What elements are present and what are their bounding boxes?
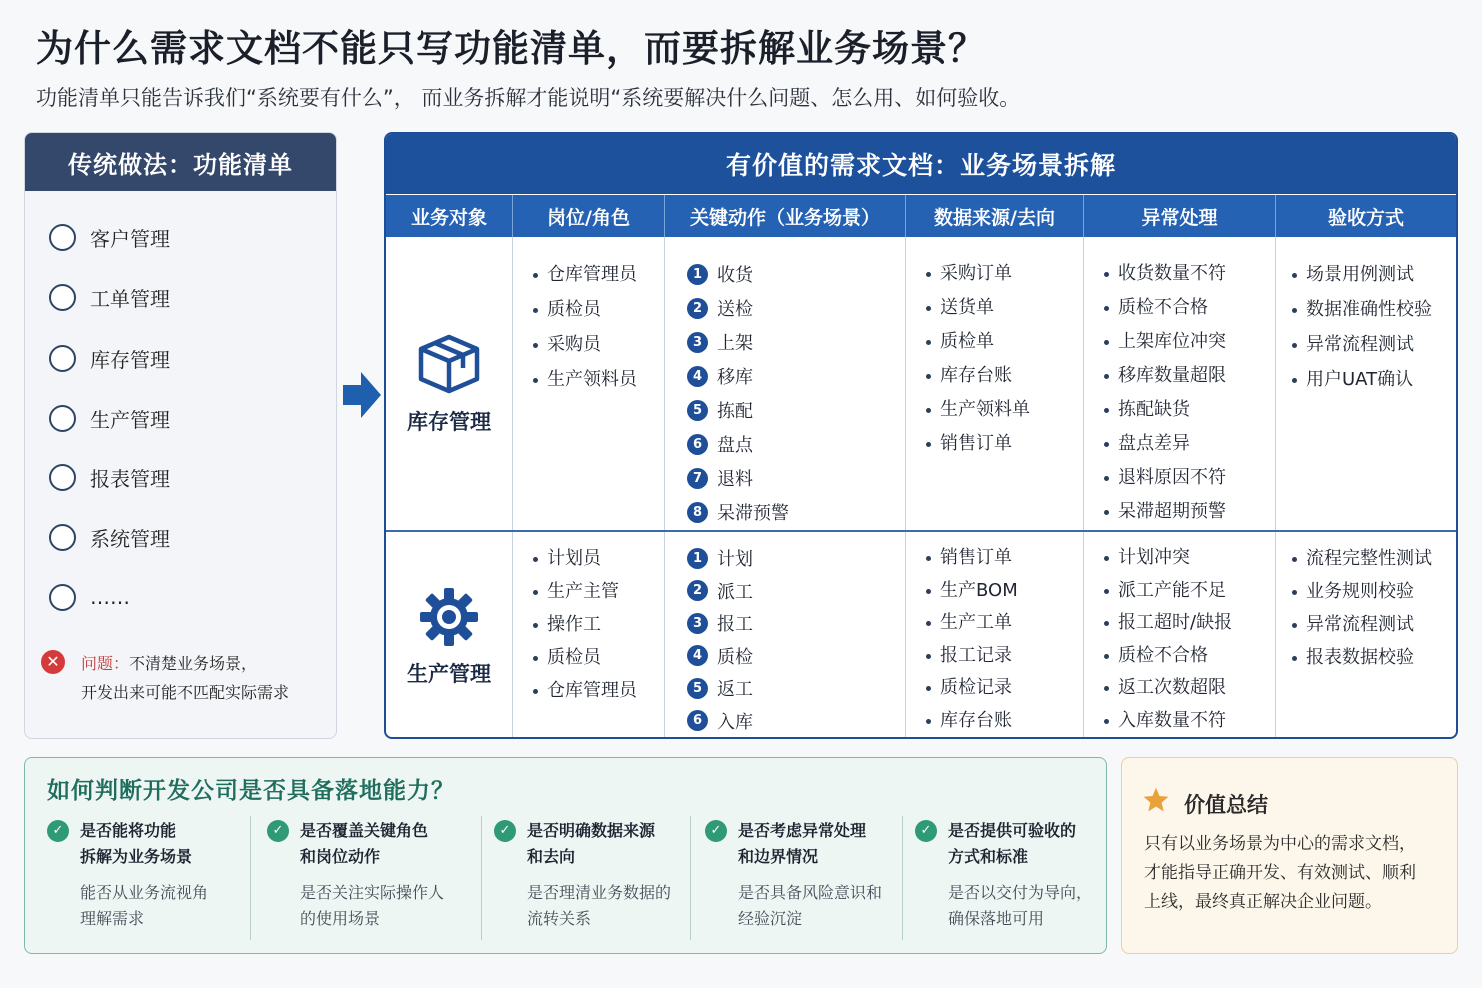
actions-list [665,542,905,737]
scenario-panel [384,132,1458,739]
data-list [906,542,1083,737]
feature-item: 库存管理 [49,328,170,388]
check-icon: ✓ [705,820,727,842]
number-7-icon: 7 [687,468,708,489]
arrow-right-icon [343,372,381,418]
list-item: 计划员 [533,542,664,575]
feature-item: …… [49,567,130,627]
list-item: 移库数量超限 [1104,359,1275,393]
list-item: 库存台账 [926,359,1083,393]
check-icon: ✓ [915,820,937,842]
list-item: 质检单 [926,325,1083,359]
judge-item: ✓ 是否覆盖关键角色 和岗位动作 是否关注实际操作人 的使用场景 [267,818,477,940]
number-1-icon: 1 [687,264,708,285]
divider [902,816,903,940]
box-icon [416,332,482,396]
list-item: 6 盘点 [687,427,905,461]
number-1-icon: 1 [687,548,708,569]
list-item: 生产主管 [533,575,664,608]
list-item: 送货单 [926,291,1083,325]
page-subtitle: 功能清单只能告诉我们“系统要有什么”， 而业务拆解才能说明“系统要解决什么问题、怎么用、如何验收。 [36,86,1021,110]
acceptance-list [1276,542,1456,674]
traditional-panel [24,132,337,739]
number-5-icon: 5 [687,400,708,421]
number-6-icon: 6 [687,434,708,455]
problem-label: 问题： [81,654,130,673]
list-item: 生产领料员 [533,362,664,397]
list-item: 收货数量不符 [1104,257,1275,291]
circle-icon [49,524,76,551]
value-panel [1121,757,1458,954]
judge-item: ✓ 是否明确数据来源 和去向 是否理清业务数据的 流转关系 [494,818,694,940]
column-header: 关键动作（业务场景） [665,195,906,237]
circle-icon [49,464,76,491]
data-list [906,257,1083,461]
check-icon: ✓ [47,820,69,842]
list-item: 销售订单 [926,427,1083,461]
divider [481,816,482,940]
number-2-icon: 2 [687,298,708,319]
column-header: 验收方式 [1327,206,1404,229]
list-item: 质检不合格 [1104,640,1275,673]
exceptions-list [1084,542,1275,737]
list-item: 生产BOM [926,575,1083,608]
list-item: 质检员 [533,292,664,327]
circle-icon [49,584,76,611]
value-text: 只有以业务场景为中心的需求文档， 才能指导正确开发、有效测试、顺利 上线，最终真正解决企业问题。 [1144,834,1416,912]
object-label: 库存管理 [407,409,491,434]
list-item: 采购员 [533,327,664,362]
check-icon: ✓ [267,820,289,842]
judge-item: ✓ 是否考虑异常处理 和边界情况 是否具备风险意识和 经验沉淀 [705,818,905,940]
judge-item: ✓ 是否能将功能 拆解为业务场景 能否从业务流视角 理解需求 [47,818,247,940]
column-header: 数据来源/去向 [906,195,1084,237]
scenario-title: 有价值的需求文档：业务场景拆解 [386,134,1456,194]
list-item: 计划冲突 [1104,542,1275,575]
divider [690,816,691,940]
list-item: 业务规则校验 [1292,575,1456,608]
object-cell [386,237,513,530]
object-cell [386,532,513,739]
feature-item: 报表管理 [49,447,170,507]
circle-icon [49,284,76,311]
list-item: 7 退料 [687,461,905,495]
judge-item: ✓ 是否提供可验收的 方式和标准 是否以交付为导向， 确保落地可用 [915,818,1105,940]
list-item: 4 质检 [687,640,905,673]
list-item: 库存台账 [926,705,1083,738]
number-4-icon: 4 [687,366,708,387]
table-row [386,237,1456,530]
number-3-icon: 3 [687,613,708,634]
feature-item: 工单管理 [49,267,170,327]
list-item: 5 返工 [687,672,905,705]
number-8-icon: 8 [687,502,708,523]
list-item: 生产领料单 [926,393,1083,427]
list-item: 拣配缺货 [1104,393,1275,427]
list-item: 销售订单 [926,542,1083,575]
feature-item: 系统管理 [49,507,170,567]
list-item: 8 呆滞预警 [687,495,905,529]
list-item: 3 上架 [687,325,905,359]
list-item: 5 拣配 [687,393,905,427]
feature-item: 客户管理 [49,207,170,267]
list-item: 用户UAT确认 [1292,362,1456,397]
list-item: 操作工 [533,608,664,641]
object-label: 生产管理 [407,661,491,686]
number-6-icon: 6 [687,710,708,731]
number-5-icon: 5 [687,678,708,699]
acceptance-list [1276,257,1456,397]
judge-title: 如何判断开发公司是否具备落地能力？ [47,778,455,804]
list-item: 流程完整性测试 [1292,542,1456,575]
list-item: 退料原因不符 [1104,461,1275,495]
roles-list [513,542,664,707]
problem-text-2: 开发出来可能不匹配实际需求 [81,683,290,702]
list-item: 2 送检 [687,291,905,325]
table-header [386,195,1456,237]
star-icon [1142,786,1170,814]
list-item: 数据准确性校验 [1292,292,1456,327]
list-item: 盘点差异 [1104,427,1275,461]
list-item: 报工记录 [926,640,1083,673]
list-item: 报表数据校验 [1292,641,1456,674]
circle-icon [49,345,76,372]
list-item: 3 报工 [687,607,905,640]
circle-icon [49,405,76,432]
list-item: 1 收货 [687,257,905,291]
column-header: 异常处理 [1084,195,1276,237]
number-2-icon: 2 [687,580,708,601]
number-3-icon: 3 [687,332,708,353]
error-icon: ✕ [41,650,65,674]
list-item: 质检不合格 [1104,291,1275,325]
list-item: 质检员 [533,641,664,674]
list-item: 场景用例测试 [1292,257,1456,292]
roles-list [513,257,664,397]
check-icon: ✓ [494,820,516,842]
list-item: 呆滞超期预警 [1104,495,1275,529]
list-item: 质检记录 [926,672,1083,705]
actions-list [665,257,905,529]
traditional-title: 传统做法：功能清单 [25,133,336,191]
list-item: 上架库位冲突 [1104,325,1275,359]
list-item: 采购订单 [926,257,1083,291]
list-item: 2 派工 [687,575,905,608]
list-item: 派工产能不足 [1104,575,1275,608]
list-item: 仓库管理员 [533,674,664,707]
problem-text: 不清楚业务场景， [129,654,258,673]
gear-icon [418,586,480,648]
list-item: 1 计划 [687,542,905,575]
list-item: 生产工单 [926,607,1083,640]
list-item: 返工次数超限 [1104,672,1275,705]
column-header: 业务对象 [386,195,513,237]
page-title: 为什么需求文档不能只写功能清单，而要拆解业务场景？ [36,27,986,70]
column-header: 岗位/角色 [513,195,665,237]
table-row [386,532,1456,739]
list-item: 异常流程测试 [1292,608,1456,641]
list-item: 入库数量不符 [1104,705,1275,738]
value-title: 价值总结 [1184,793,1268,817]
list-item: 6 入库 [687,705,905,738]
circle-icon [49,224,76,251]
number-4-icon: 4 [687,645,708,666]
judge-panel [24,757,1107,954]
list-item: 仓库管理员 [533,257,664,292]
exceptions-list [1084,257,1275,529]
divider [250,816,251,940]
feature-item: 生产管理 [49,388,170,448]
list-item: 4 移库 [687,359,905,393]
list-item: 异常流程测试 [1292,327,1456,362]
list-item: 报工超时/缺报 [1104,607,1275,640]
